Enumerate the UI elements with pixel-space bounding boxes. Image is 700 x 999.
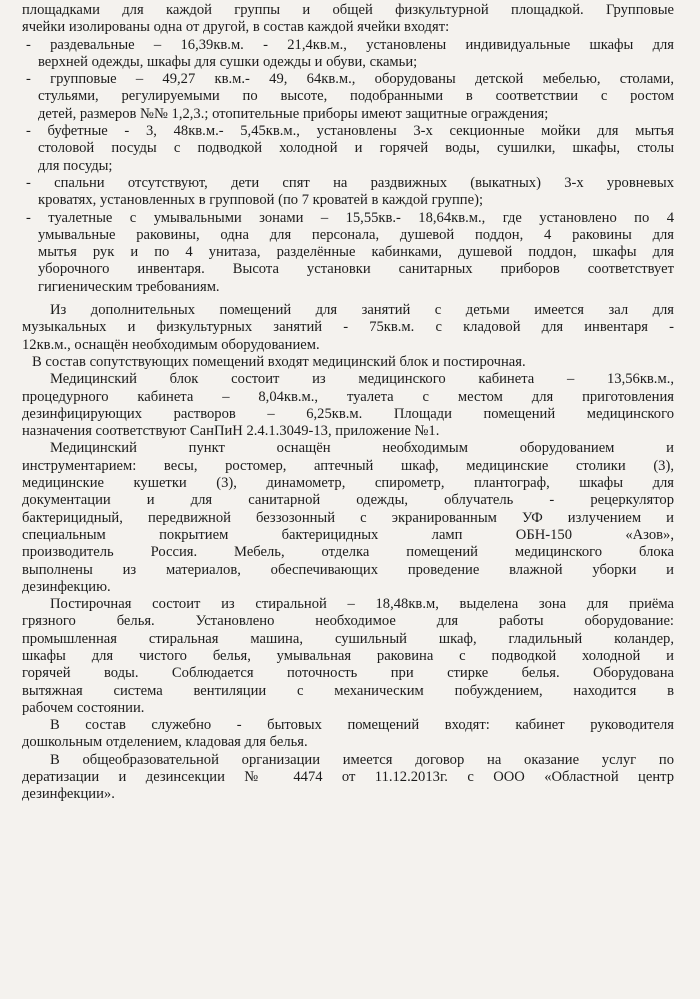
text-line: дошкольным отделением, кладовая для белья. [22, 734, 308, 751]
text-line: музыкальных и физкультурных занятий - 75кв.м. с кладовой для инвентаря - [22, 319, 674, 336]
text-line: - буфетные - 3, 48кв.м.- 5,45кв.м., установлены 3-х секционные мойки для мытья [26, 123, 674, 140]
text-line: горячей воды. Соблюдается поточность при стирке белья. Оборудована [22, 665, 674, 682]
text-line: - раздевальные – 16,39кв.м. - 21,4кв.м., установлены индивидуальные шкафы для [26, 36, 674, 53]
paragraph-dopolnitelnye [22, 302, 674, 354]
text-line: рабочем состоянии. [22, 699, 145, 716]
paragraph-soputstvuyushchie [22, 354, 674, 371]
document-body [22, 2, 674, 804]
text-line: столовой посуды с подводкой холодной и горячей воды, сушилки, шкафы, столы [38, 140, 674, 157]
paragraph-medpunkt [22, 440, 674, 596]
text-line: Медицинский пункт оснащён необходимым оборудованием и [50, 440, 674, 457]
text-line: промышленная стиральная машина, сушильный шкаф, гладильный коландер, [22, 630, 674, 647]
text-line: 12кв.м., оснащён необходимым оборудованием. [22, 336, 320, 353]
text-line: дезинфицирующих растворов – 6,25кв.м. Площади помещений медицинского [22, 405, 674, 422]
text-line: Медицинский блок состоит из медицинского кабинета – 13,56кв.м., [50, 371, 674, 388]
text-line: грязного белья. Установлено необходимое для работы оборудование: [22, 613, 674, 630]
text-line: дезинфекцию. [22, 578, 111, 595]
paragraph-intro [22, 2, 674, 37]
paragraph-postirochnaya [22, 596, 674, 717]
paragraph-sluzhebno [22, 717, 674, 752]
paragraph-dogovor [22, 752, 674, 804]
text-line: В состав сопутствующих помещений входят медицинский блок и постирочная. [32, 353, 526, 370]
paragraph-gruppovye [22, 71, 674, 123]
text-line: для посуды; [38, 157, 113, 174]
text-line: В общеобразовательной организации имеется договор на оказание услуг по [50, 751, 674, 768]
text-line: инструментарием: весы, ростомер, аптечный шкаф, медицинские столики (3), [22, 457, 674, 474]
paragraph-bufetnye [22, 123, 674, 175]
text-line: В состав служебно - бытовых помещений входят: кабинет руководителя [50, 717, 674, 734]
text-line: Из дополнительных помещений для занятий с детьми имеется зал для [50, 302, 674, 319]
text-line: кроватях, установленных в групповой (по 7 кроватей в каждой группе); [38, 192, 484, 209]
text-line: выполнены из материалов, обеспечивающих проведение влажной уборки и [22, 561, 674, 578]
text-line: Постирочная состоит из стиральной – 18,48кв.м, выделена зона для приёма [50, 596, 674, 613]
paragraph-tualetnye [22, 210, 674, 296]
text-line: медицинские кушетки (3), динамометр, спирометр, плантограф, шкафы для [22, 475, 674, 492]
text-line: площадками для каждой группы и общей физкультурной площадкой. Групповые [22, 2, 674, 18]
text-line: дезинфекции». [22, 786, 115, 803]
text-line: бактерицидный, передвижной беззозонный с экранированным УФ излучением и [22, 509, 674, 526]
text-line: назначения соответствуют СанПиН 2.4.1.3049-13, приложение №1. [22, 423, 440, 440]
text-line: специальным покрытием бактерицидных ламп ОБН-150 «Азов», [22, 526, 674, 543]
text-line: - туалетные с умывальными зонами – 15,55кв.- 18,64кв.м., где установлено по 4 [26, 209, 674, 226]
text-line: мытья рук и по 4 унитаза, разделённые кабинками, душевой поддон, шкафы для [38, 244, 674, 261]
paragraph-razdevalnye [22, 37, 674, 72]
text-line: стульями, регулируемыми по высоте, подобранными в соответствии с ростом [38, 88, 674, 105]
text-line: документации и для санитарной одежды, облучатель - рецеркулятор [22, 492, 674, 509]
text-line: - спальни отсутствуют, дети спят на раздвижных (выкатных) 3-х уровневых [26, 174, 674, 191]
text-line: ячейки изолированы одна от другой, в состав каждой ячейки входят: [22, 19, 450, 36]
text-line: производитель Россия. Мебель, отделка помещений медицинского блока [22, 544, 674, 561]
text-line: процедурного кабинета – 8,04кв.м., туалета с местом для приготовления [22, 388, 674, 405]
text-line: уборочного инвентаря. Высота установки санитарных приборов соответствует [38, 261, 674, 278]
text-line: дератизации и дезинсекции № 4474 от 11.12.2013г. с ООО «Областной центр [22, 769, 674, 786]
paragraph-medblok [22, 371, 674, 440]
text-line: детей, размеров №№ 1,2,3.; отопительные приборы имеют защитные ограждения; [38, 105, 549, 122]
text-line: - групповые – 49,27 кв.м.- 49, 64кв.м., оборудованы детской мебелью, столами, [26, 71, 674, 88]
text-line: умывальные раковины, одна для персонала, душевой поддон, 4 раковины для [38, 226, 674, 243]
text-line: вытяжная система вентиляции с механическим побуждением, находится в [22, 682, 674, 699]
text-line: гигиеническим требованиям. [38, 278, 220, 295]
text-line: шкафы для чистого белья, умывальная раковина с подводкой холодной и [22, 647, 674, 664]
text-line: верхней одежды, шкафы для сушки одежды и обуви, скамьи; [38, 53, 418, 70]
paragraph-spalni [22, 175, 674, 210]
